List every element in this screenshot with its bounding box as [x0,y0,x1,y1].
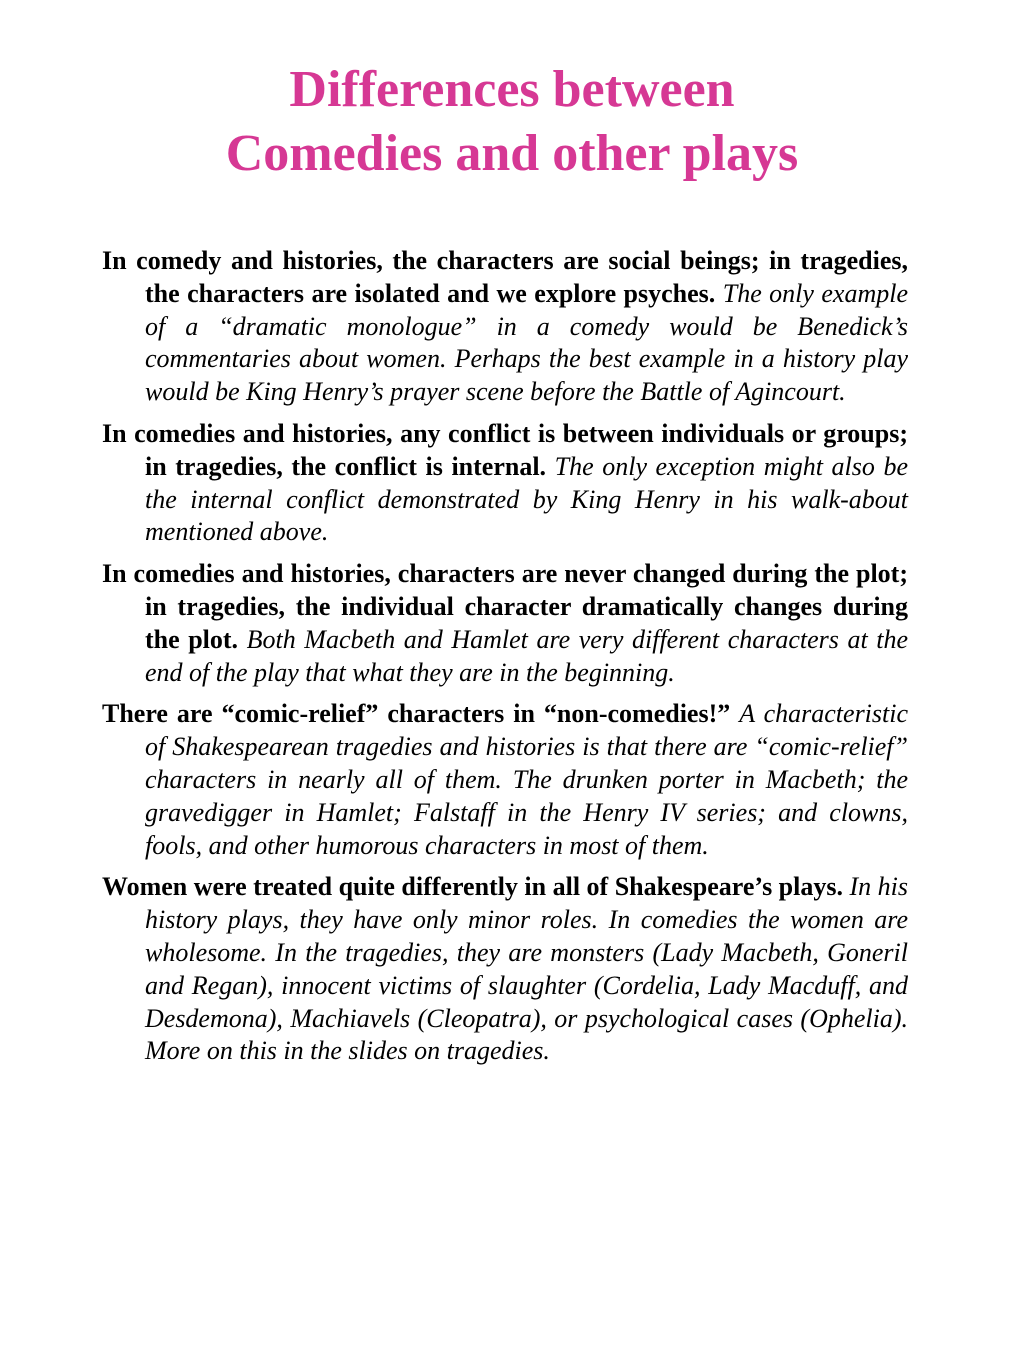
bullet-list [102,245,908,1077]
list-item-conflict [102,418,908,549]
point-note: The only exception might also be the internal conflict demonstrated by King Henry in his walk-about mentioned above. [145,451,908,547]
point-note: Both Macbeth and Hamlet are very different characters at the end of the play that what they are in the beginning. [145,624,909,687]
list-item-character-change [102,558,908,689]
point-note: In his history plays, they have only minor roles. In comedies the women are wholesome. In the tragedies, they are monsters (Lady Macbeth, Goneril and Regan), innocent victims of slaughter (Cordelia, Lady Macduff, and Desdemona), Machiavels (Cleopatra), or psychological cases (Ophelia). More on this in the slides on tragedies. [145,872,909,1066]
point-lead: There are “comic-relief” characters in “non-comedies!” [102,699,731,729]
point-lead: In comedy and histories, the characters are social beings; in tragedies, the characters are isolated and we explore psyches. [102,246,908,308]
point-lead: In comedies and histories, any conflict is between individuals or groups; in tragedies, the conflict is internal. [102,418,908,481]
list-item-women [102,871,908,1068]
title-line-1: Differences between [289,61,735,118]
list-item-comic-relief [102,698,908,862]
point-note: A characteristic of Shakespearean tragedies and histories is that there are “comic-relief” characters in nearly all of them. The drunken porter in Macbeth; the gravedigger in Hamlet; Falstaff in the Henry IV series; and clowns, fools, and other humorous characters in most of them. [145,699,909,860]
point-lead: In comedies and histories, characters are never changed during the plot; in tragedies, the individual character dramatically changes during the plot. [102,559,908,654]
title-line-2: Comedies and other plays [225,125,799,182]
slide-title [0,58,1024,186]
point-note: The only example of a “dramatic monologue” in a comedy would be Benedick’s commentaries about women. Perhaps the best example in a history play would be King Henry’s prayer scene before the Battle of Agincourt. [145,278,908,407]
list-item-social-vs-isolated [102,245,908,409]
point-lead: Women were treated quite differently in all of Shakespeare’s plays. [102,872,843,902]
